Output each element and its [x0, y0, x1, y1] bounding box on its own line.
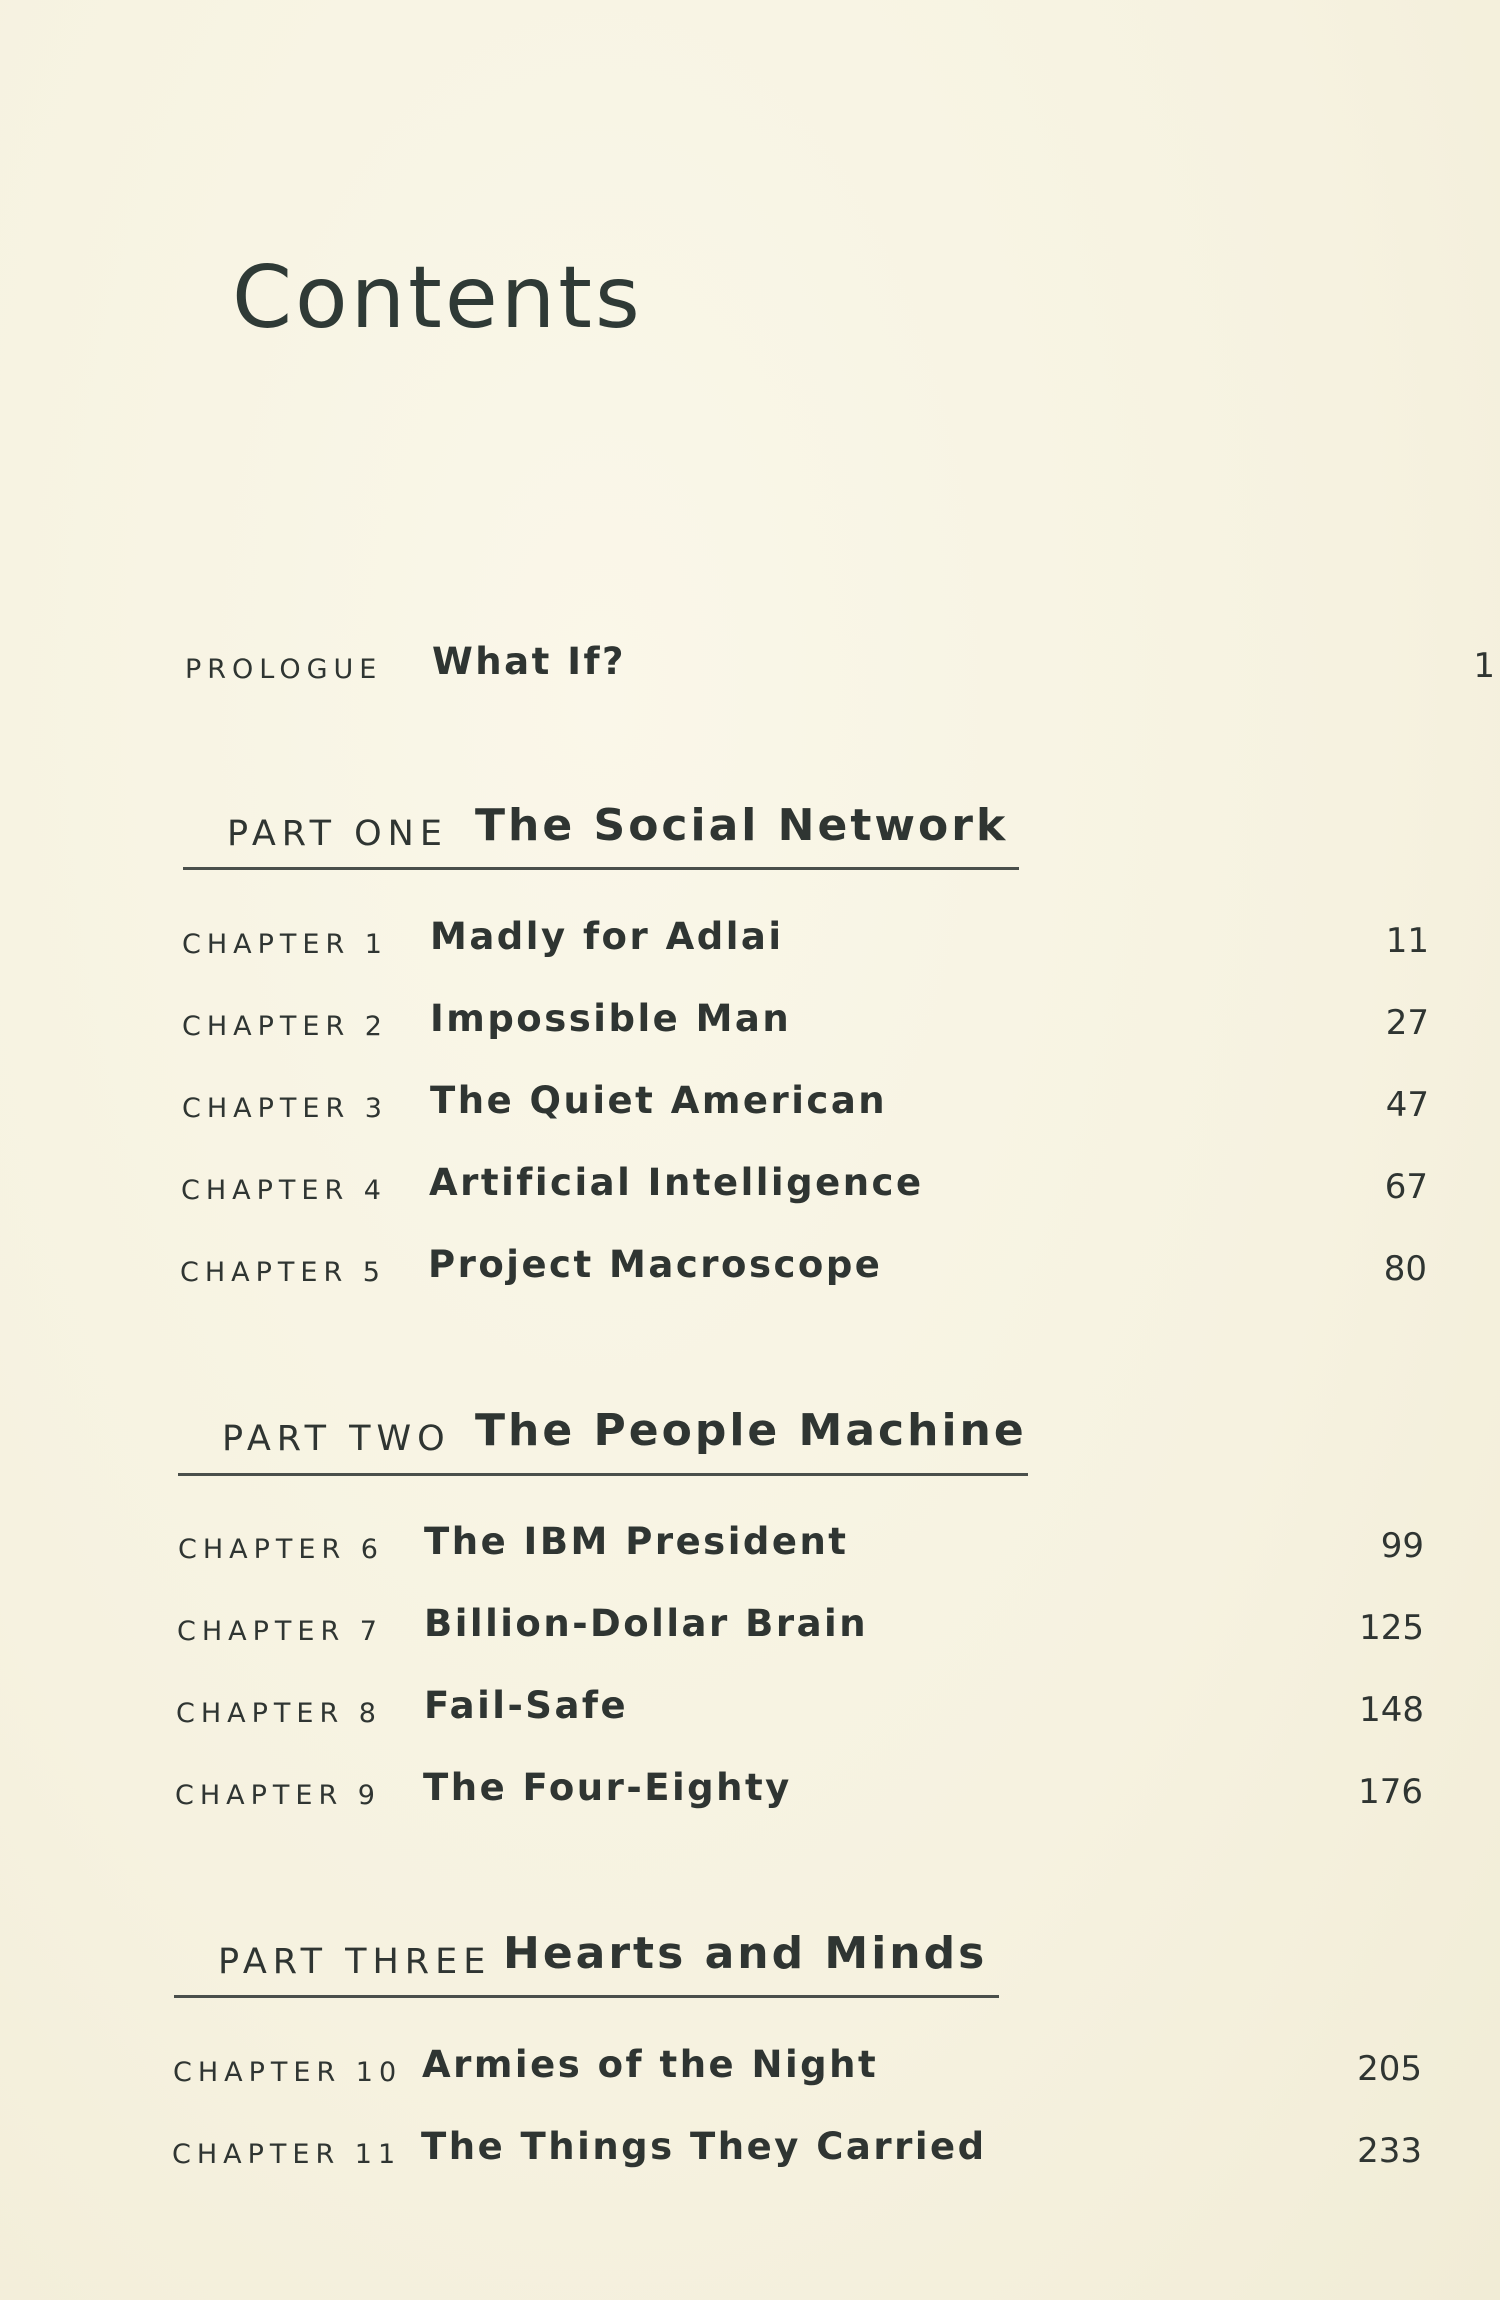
entry-label: CHAPTER 4	[181, 1175, 387, 1206]
toc-entry-chapter	[180, 1243, 1427, 1303]
entry-title: Project Macroscope	[428, 1243, 883, 1286]
part-divider	[183, 867, 1019, 870]
entry-title: Billion-Dollar Brain	[424, 1602, 869, 1645]
toc-entry-prologue	[185, 640, 1495, 700]
entry-page: 1	[1473, 646, 1495, 686]
part-label: PART TWO	[222, 1419, 451, 1459]
entry-page: 80	[1383, 1249, 1427, 1289]
entry-label: CHAPTER 11	[172, 2139, 402, 2170]
entry-label: CHAPTER 8	[176, 1698, 382, 1729]
part-title: Hearts and Minds	[503, 1928, 988, 1979]
entry-page: 176	[1358, 1772, 1423, 1812]
part-title: The Social Network	[475, 800, 1009, 851]
entry-page: 99	[1380, 1526, 1424, 1566]
entry-title: Artificial Intelligence	[429, 1161, 924, 1204]
toc-entry-chapter	[182, 997, 1429, 1057]
toc-entry-chapter	[182, 915, 1429, 975]
toc-entry-chapter	[177, 1602, 1424, 1662]
entry-title: Impossible Man	[430, 997, 792, 1040]
entry-page: 148	[1359, 1690, 1424, 1730]
entry-page: 47	[1385, 1085, 1429, 1125]
toc-entry-chapter	[172, 2125, 1422, 2185]
entry-label: CHAPTER 10	[173, 2057, 403, 2088]
entry-page: 27	[1385, 1003, 1429, 1043]
entry-title: The Quiet American	[430, 1079, 888, 1122]
entry-label: CHAPTER 3	[182, 1093, 388, 1124]
part-label: PART ONE	[227, 814, 448, 854]
toc-entry-chapter	[181, 1161, 1428, 1221]
part-divider	[174, 1995, 999, 1998]
entry-title: The Four-Eighty	[423, 1766, 792, 1809]
entry-title: Fail-Safe	[424, 1684, 629, 1727]
part-label: PART THREE	[218, 1942, 492, 1982]
entry-page: 67	[1384, 1167, 1428, 1207]
entry-label: CHAPTER 2	[182, 1011, 388, 1042]
entry-label: PROLOGUE	[185, 654, 383, 685]
entry-page: 11	[1385, 921, 1429, 961]
entry-title: The IBM President	[424, 1520, 849, 1563]
toc-entry-chapter	[178, 1520, 1424, 1580]
toc-entry-chapter	[182, 1079, 1429, 1139]
entry-label: CHAPTER 7	[177, 1616, 383, 1647]
toc-entry-chapter	[176, 1684, 1424, 1744]
entry-label: CHAPTER 5	[180, 1257, 386, 1288]
entry-title: What If?	[432, 640, 627, 683]
toc-entry-chapter	[173, 2043, 1422, 2103]
entry-page: 125	[1359, 1608, 1424, 1648]
part-divider	[178, 1473, 1028, 1476]
entry-page: 205	[1357, 2049, 1422, 2089]
entry-label: CHAPTER 9	[175, 1780, 381, 1811]
part-title: The People Machine	[475, 1405, 1027, 1456]
entry-page: 233	[1357, 2131, 1422, 2171]
toc-entry-chapter	[175, 1766, 1423, 1826]
entry-title: The Things They Carried	[421, 2125, 987, 2168]
entry-label: CHAPTER 6	[178, 1534, 384, 1565]
entry-title: Madly for Adlai	[430, 915, 784, 958]
entry-title: Armies of the Night	[422, 2043, 879, 2086]
entry-label: CHAPTER 1	[182, 929, 388, 960]
page-title: Contents	[232, 248, 643, 348]
